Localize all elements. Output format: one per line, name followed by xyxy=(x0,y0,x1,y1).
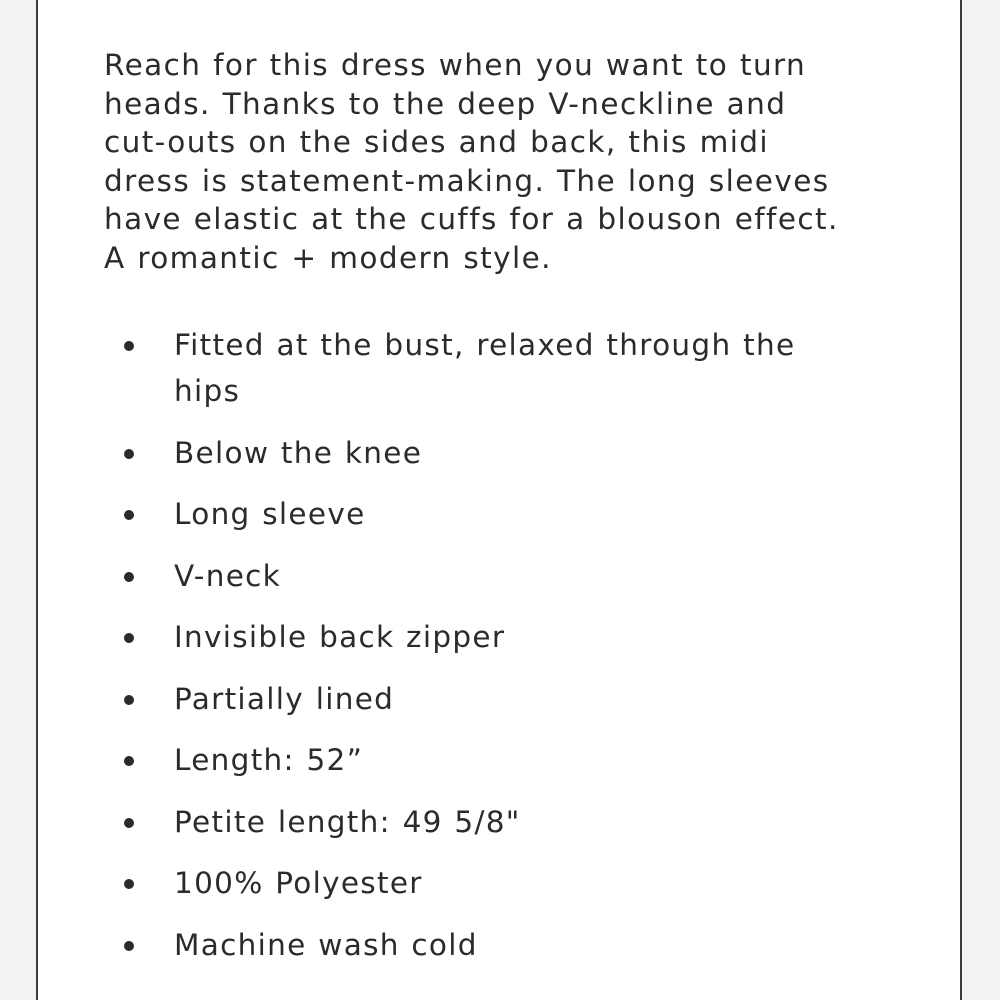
list-item xyxy=(104,922,924,968)
feature-label: Long sleeve xyxy=(174,497,366,531)
feature-label: 100% Polyester xyxy=(174,866,423,900)
feature-label: Partially lined xyxy=(174,681,395,716)
bullet-icon xyxy=(124,879,134,889)
feature-label: Fitted at the bust, relaxed through the hips xyxy=(174,328,796,408)
list-item xyxy=(104,430,924,476)
list-item xyxy=(104,860,924,906)
product-details-panel xyxy=(36,0,962,1000)
bullet-icon xyxy=(124,756,134,766)
list-item xyxy=(104,676,924,722)
bullet-icon xyxy=(124,510,134,520)
bullet-icon xyxy=(124,818,134,828)
bullet-icon xyxy=(124,572,134,582)
feature-label: Petite length: 49 5/8" xyxy=(174,804,521,839)
feature-list xyxy=(104,322,924,983)
list-item xyxy=(104,553,924,599)
bullet-icon xyxy=(124,341,134,351)
list-item xyxy=(104,614,924,660)
feature-label: Below the knee xyxy=(174,435,423,470)
list-item xyxy=(104,491,924,537)
list-item xyxy=(104,322,924,414)
feature-label: Length: 52” xyxy=(174,743,364,777)
bullet-icon xyxy=(124,695,134,705)
list-item xyxy=(104,799,924,845)
list-item xyxy=(104,737,924,783)
bullet-icon xyxy=(124,449,134,459)
bullet-icon xyxy=(124,941,134,951)
feature-label: Machine wash cold xyxy=(174,927,478,962)
product-description: Reach for this dress when you want to turn heads. Thanks to the deep V-neckline and cut-outs on the sides and back, this midi dress is statement-making. The long sleeves have elastic at the cuffs for a blouson effect. A romantic + modern style. xyxy=(104,48,839,275)
bullet-icon xyxy=(124,633,134,643)
feature-label: V-neck xyxy=(174,558,282,593)
feature-label: Invisible back zipper xyxy=(174,620,506,654)
